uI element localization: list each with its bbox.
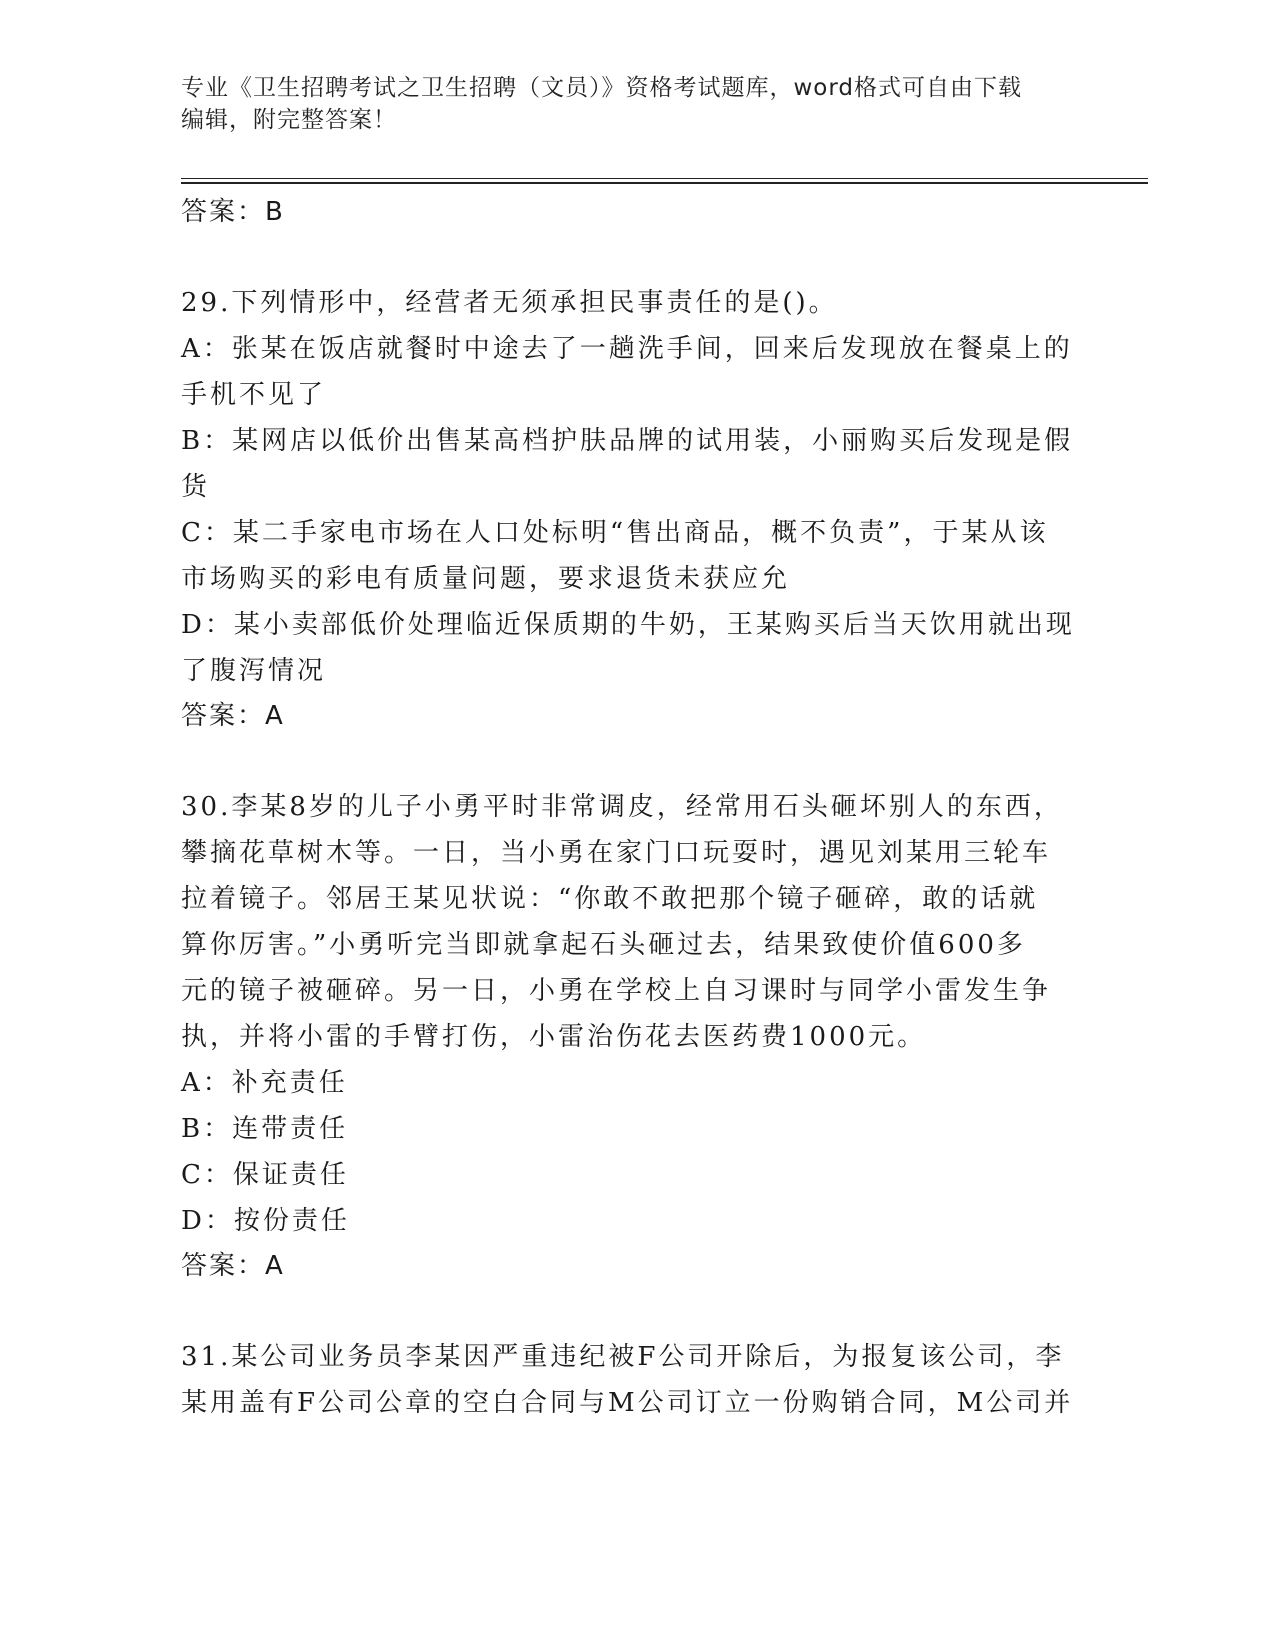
option-line: B：某网店以低价出售某高档护肤品牌的试用装，小丽购买后发现是假 — [181, 426, 1074, 456]
option-line: C：保证责任 — [181, 1160, 349, 1190]
header-rule-thick — [181, 182, 1148, 184]
answer-value: B — [265, 197, 285, 227]
question-29 — [181, 280, 1075, 694]
question-31 — [181, 1334, 1074, 1426]
header-line-1: 专业《卫生招聘考试之卫生招聘（文员）》资格考试题库，word格式可自由下载 — [181, 75, 1023, 101]
answer-label: 答案： — [181, 1251, 266, 1281]
question-line: 拉着镜子。邻居王某见状说：“你敢不敢把那个镜子砸碎，敢的话就 — [181, 884, 1039, 914]
header-rule-thin — [181, 178, 1148, 179]
question-line: 元的镜子被砸碎。另一日，小勇在学校上自习课时与同学小雷发生争 — [181, 976, 1052, 1006]
question-line: 某用盖有F公司公章的空白合同与M公司订立一份购销合同，M公司并 — [181, 1388, 1074, 1418]
option-line: 货 — [181, 472, 211, 502]
header-line-2: 编辑，附完整答案！ — [181, 107, 397, 133]
answer-value: A — [265, 701, 285, 731]
option-line: 手机不见了 — [181, 380, 327, 410]
answer-line — [181, 190, 1071, 234]
answer-label: 答案： — [181, 701, 266, 731]
question-content — [181, 190, 1075, 1426]
question-line: 攀摘花草树木等。一日，当小勇在家门口玩耍时，遇见刘某用三轮车 — [181, 838, 1052, 868]
option-line: 了腹泻情况 — [181, 656, 327, 686]
question-line: 执，并将小雷的手臂打伤，小雷治伤花去医药费1000元。 — [181, 1022, 927, 1052]
answer-line — [181, 1244, 1071, 1288]
option-line: D：按份责任 — [181, 1206, 350, 1236]
question-line: 算你厉害。”小勇听完当即就拿起石头砸过去，结果致使价值600多 — [181, 930, 1026, 960]
question-line: 30.李某8岁的儿子小勇平时非常调皮，经常用石头砸坏别人的东西， — [181, 792, 1063, 822]
option-line: A：张某在饭店就餐时中途去了一趟洗手间，回来后发现放在餐桌上的 — [181, 334, 1073, 364]
question-line: 29.下列情形中，经营者无须承担民事责任的是()。 — [181, 288, 838, 318]
document-header — [181, 72, 1061, 136]
answer-line — [181, 694, 1071, 738]
option-line: 市场购买的彩电有质量问题，要求退货未获应允 — [181, 564, 791, 594]
question-line: 31.某公司业务员李某因严重违纪被F公司开除后，为报复该公司，李 — [181, 1342, 1065, 1372]
option-line: A：补充责任 — [181, 1068, 348, 1098]
answer-label: 答案： — [181, 197, 266, 227]
answer-value: A — [265, 1251, 285, 1281]
option-line: B：连带责任 — [181, 1114, 349, 1144]
question-30 — [181, 784, 1071, 1244]
option-line: C：某二手家电市场在人口处标明“售出商品，概不负责”，于某从该 — [181, 518, 1049, 548]
option-line: D：某小卖部低价处理临近保质期的牛奶，王某购买后当天饮用就出现 — [181, 610, 1075, 640]
